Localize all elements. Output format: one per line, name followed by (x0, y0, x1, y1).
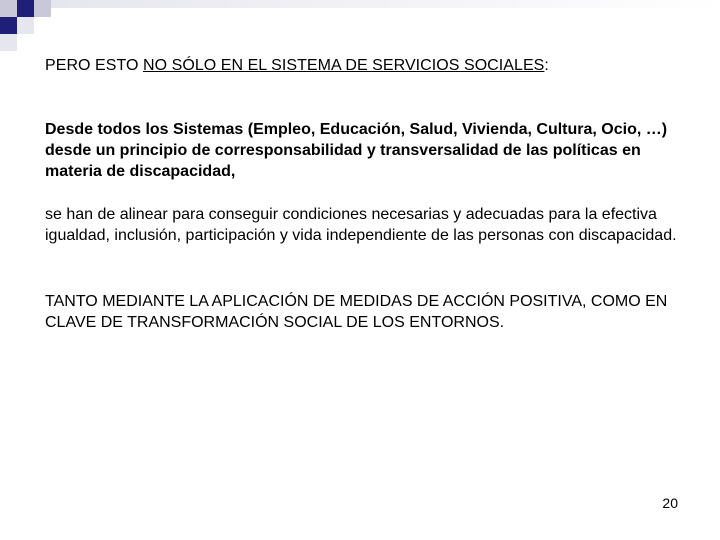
decorative-checker-pattern (0, 0, 720, 60)
decor-square (0, 34, 17, 51)
page-number: 20 (662, 495, 678, 511)
decor-square (17, 0, 34, 17)
decor-square (0, 0, 17, 17)
paragraph-alignment: se han de alinear para conseguir condiciones necesarias y adecuadas para la efectiva igualdad, inclusión, participación y vida independiente de las personas con discapacidad. (45, 206, 677, 244)
heading-underlined-text: NO SÓLO EN EL SISTEMA DE SERVICIOS SOCIALES (143, 57, 545, 74)
decor-square (17, 17, 34, 34)
slide-heading (45, 56, 695, 76)
paragraph-positive-action: TANTO MEDIANTE LA APLICACIÓN DE MEDIDAS DE ACCIÓN POSITIVA, COMO EN CLAVE DE TRANSFORMACIÓN SOCIAL DE LOS ENTORNOS. (45, 293, 668, 331)
paragraph-systems: Desde todos los Sistemas (Empleo, Educación, Salud, Vivienda, Cultura, Ocio, …) desde un principio de corresponsabilidad y transversalidad de las políticas en materia de discapacidad, (45, 121, 668, 180)
decor-square (0, 17, 17, 34)
heading-prefix: PERO ESTO (45, 57, 144, 74)
decor-square (51, 0, 720, 8)
decor-square (34, 0, 51, 17)
heading-suffix: : (544, 57, 549, 74)
